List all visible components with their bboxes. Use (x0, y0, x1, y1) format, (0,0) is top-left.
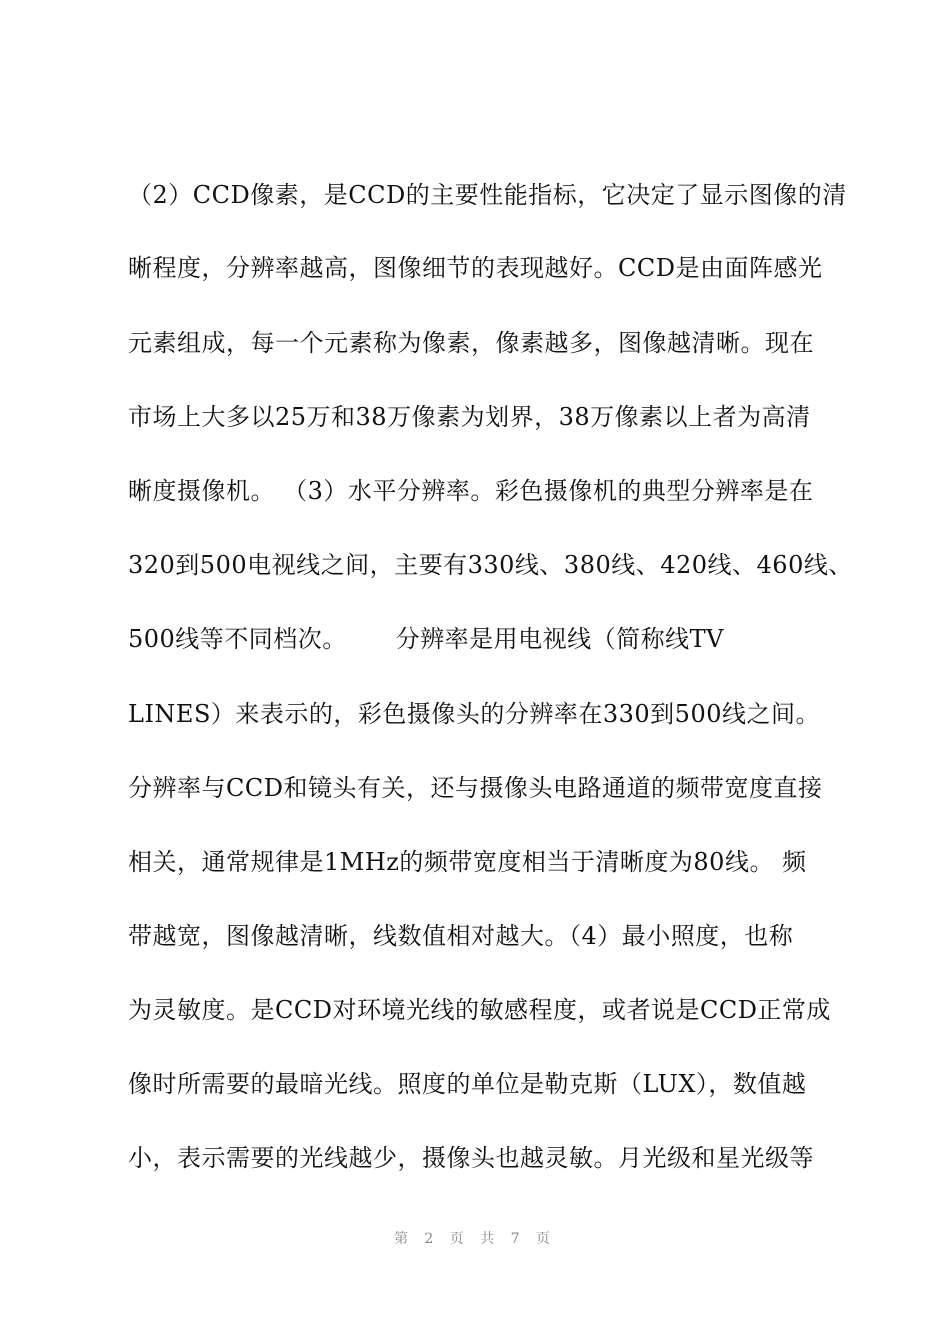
paragraph-line: LINES）来表示的，彩色摄像头的分辨率在330到500线之间。 (128, 700, 820, 728)
paragraph-line: 元素组成，每一个元素称为像素，像素越多，图像越清晰。现在 (128, 329, 814, 357)
paragraph-line: 晰度摄像机。 （3）水平分辨率。彩色摄像机的典型分辨率是在 (128, 477, 814, 505)
paragraph-line: 市场上大多以25万和38万像素为划界，38万像素以上者为高清 (128, 403, 811, 431)
paragraph-line: 分辨率与CCD和镜头有关，还与摄像头电路通道的频带宽度直接 (128, 774, 823, 802)
paragraph-line: 相关，通常规律是1MHz的频带宽度相当于清晰度为80线。 频 (128, 848, 807, 876)
paragraph-line: 320到500电视线之间，主要有330线、380线、420线、460线、 (128, 551, 853, 579)
paragraph-line: 小，表示需要的光线越少，摄像头也越灵敏。月光级和星光级等 (128, 1144, 814, 1172)
paragraph-line: （2）CCD像素，是CCD的主要性能指标，它决定了显示图像的清 (128, 181, 847, 209)
paragraph-line: 晰程度，分辨率越高，图像细节的表现越好。CCD是由面阵感光 (128, 254, 823, 282)
page-number-footer: 第 2 页 共 7 页 (393, 1231, 557, 1247)
paragraph-line: 为灵敏度。是CCD对环境光线的敏感程度，或者说是CCD正常成 (128, 996, 831, 1024)
paragraph-line: 500线等不同档次。 分辨率是用电视线（简称线TV (128, 625, 724, 653)
paragraph-line: 像时所需要的最暗光线。照度的单位是勒克斯（LUX），数值越 (128, 1070, 807, 1098)
paragraph-line: 带越宽，图像越清晰，线数值相对越大。（4）最小照度，也称 (128, 922, 794, 950)
